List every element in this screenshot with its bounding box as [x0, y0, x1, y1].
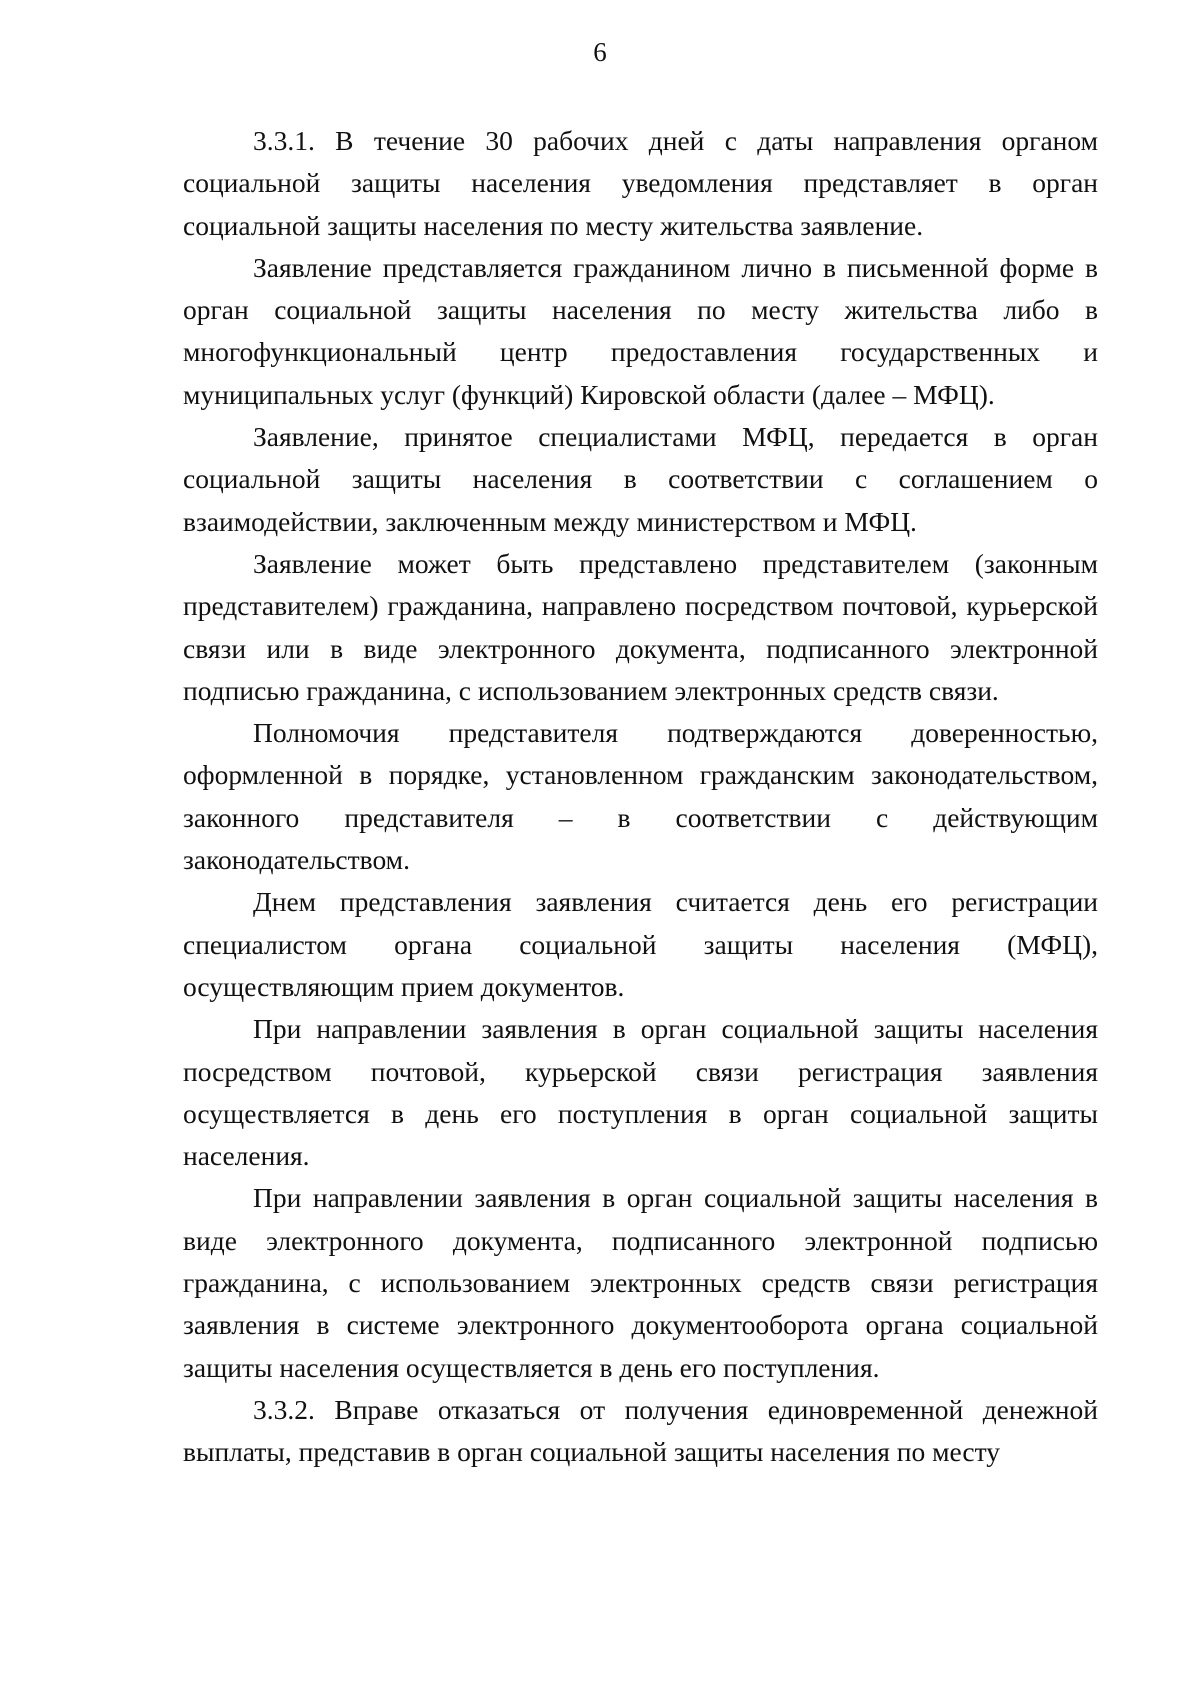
paragraph-representative-submission: Заявление может быть представлено представителем (законным представителем) гражданина, направлено посредством почтовой, курьерской связи или в виде электронного документа, подписанного электронной подписью гражданина, с использованием электронных средств связи. — [183, 547, 1098, 706]
paragraph-submission-date: Днем представления заявления считается день его регистрации специалистом органа социальной защиты населения (МФЦ), осуществляющим прием документов. — [183, 886, 1098, 1002]
document-body — [183, 120, 1098, 1474]
paragraph-electronic-registration: При направлении заявления в орган социальной защиты населения в виде электронного документа, подписанного электронной подписью гражданина, с использованием электронных средств связи регистрация заявления в системе электронного документооборота органа социальной защиты населения осуществляется в день его поступления. — [183, 1182, 1098, 1383]
paragraph-postal-registration: При направлении заявления в орган социальной защиты населения посредством почтовой, курьерской связи регистрация заявления осуществляется в день его поступления в орган социальной защиты населения. — [183, 1013, 1098, 1172]
paragraph-mfc-transfer: Заявление, принятое специалистами МФЦ, передается в орган социальной защиты населения в соответствии с соглашением о взаимодействии, заключенным между министерством и МФЦ. — [183, 421, 1098, 537]
paragraph-application-submission: Заявление представляется гражданином лично в письменной форме в орган социальной защиты населения по месту жительства либо в многофункциональный центр предоставления государственных и муниципальных услуг (функций) Кировской области (далее – МФЦ). — [183, 251, 1098, 410]
paragraph-representative-authority: Полномочия представителя подтверждаются доверенностью, оформленной в порядке, установленном гражданским законодательством, законного представителя – в соответствии с действующим законодательством. — [183, 717, 1098, 876]
paragraph-3-3-2: 3.3.2. Вправе отказаться от получения единовременной денежной выплаты, представив в орган социальной защиты населения по месту — [183, 1393, 1098, 1468]
paragraph-3-3-1: 3.3.1. В течение 30 рабочих дней с даты направления органом социальной защиты населения уведомления представляет в орган социальной защиты населения по месту жительства заявление. — [183, 125, 1098, 241]
page-number: 6 — [593, 37, 607, 67]
